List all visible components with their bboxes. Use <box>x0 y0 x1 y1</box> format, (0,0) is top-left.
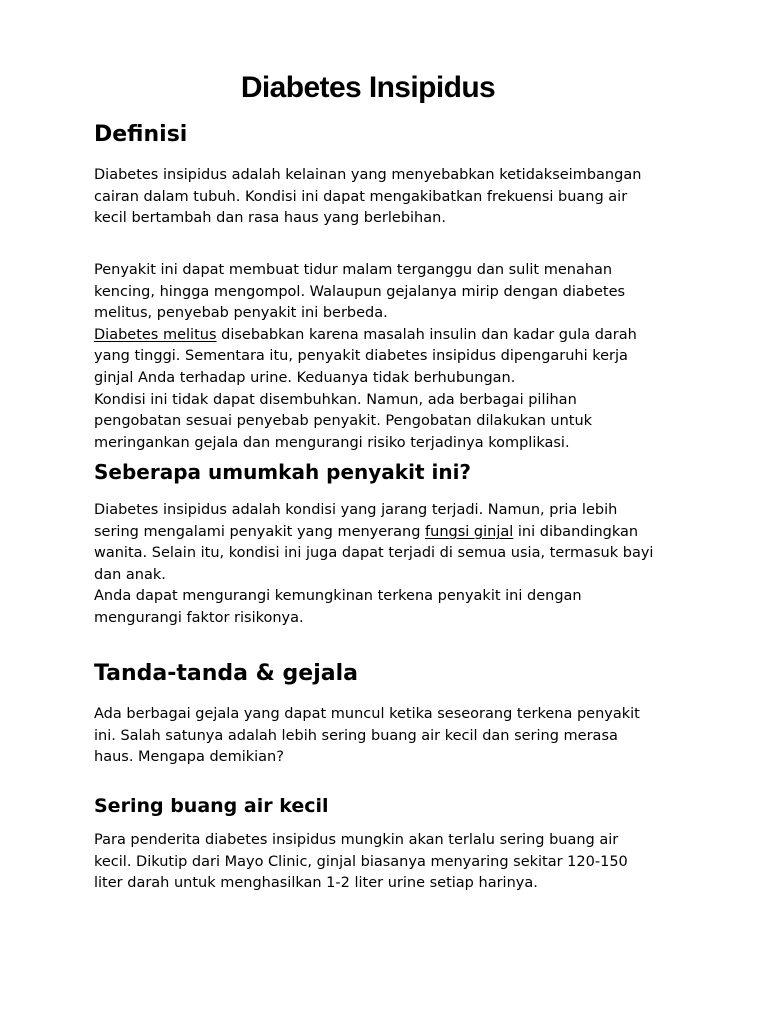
text-line: melitus, penyebab penyakit ini berbeda. <box>94 305 388 322</box>
text-line <box>94 325 694 347</box>
text-line: wanita. Selain itu, kondisi ini juga dapat terjadi di semua usia, termasuk bayi <box>94 545 654 562</box>
text-line: Penyakit ini dapat membuat tidur malam terganggu dan sulit menahan <box>94 262 613 278</box>
text-line: kecil. Dikutip dari Mayo Clinic, ginjal biasanya menyaring sekitar 120-150 <box>94 853 628 870</box>
text-line: kencing, hingga mengompol. Walaupun gejalanya mirip dengan diabetes <box>94 283 626 300</box>
text-line: ginjal Anda terhadap urine. Keduanya tidak berhubungan. <box>94 369 516 386</box>
text-line <box>94 522 694 544</box>
text-line: Para penderita diabetes insipidus mungkin akan terlalu sering buang air <box>94 832 619 848</box>
text-line: yang tinggi. Sementara itu, penyakit diabetes insipidus dipengaruhi kerja <box>94 348 628 365</box>
text-line: Diabetes insipidus adalah kelainan yang menyebabkan ketidakseimbangan <box>94 167 642 183</box>
text-line: kecil bertambah dan rasa haus yang berlebihan. <box>94 210 446 227</box>
heading-sering-buang-air: Sering buang air kecil <box>94 795 329 817</box>
text-line: Diabetes insipidus adalah kondisi yang jarang terjadi. Namun, pria lebih <box>94 502 618 518</box>
text-line: pengobatan sesuai penyebab penyakit. Pengobatan dilakukan untuk <box>94 413 593 430</box>
heading-tanda-gejala: Tanda-tanda & gejala <box>94 661 358 686</box>
heading-seberapa-umum: Seberapa umumkah penyakit ini? <box>94 460 472 484</box>
text-segment: sering mengalami penyakit yang menyerang <box>94 523 426 540</box>
text-line: liter darah untuk menghasilkan 1-2 liter urine setiap harinya. <box>94 875 538 892</box>
text-line: cairan dalam tubuh. Kondisi ini dapat mengakibatkan frekuensi buang air <box>94 188 628 205</box>
text-line: mengurangi faktor risikonya. <box>94 609 304 626</box>
text-line: Ada berbagai gejala yang dapat muncul ketika seseorang terkena penyakit <box>94 706 640 722</box>
text-line: meringankan gejala dan mengurangi risiko terjadinya komplikasi. <box>94 434 570 451</box>
text-line: Kondisi ini tidak dapat disembuhkan. Namun, ada berbagai pilihan <box>94 391 577 408</box>
text-segment: ini dibandingkan <box>513 523 639 540</box>
paragraph-tanda-gejala <box>94 704 694 769</box>
text-line: dan anak. <box>94 566 166 583</box>
paragraph-definisi-2 <box>94 260 694 454</box>
paragraph-seberapa-umum <box>94 500 694 630</box>
text-line: Anda dapat mengurangi kemungkinan terkena penyakit ini dengan <box>94 588 582 605</box>
text-segment: disebabkan karena masalah insulin dan kadar gula darah <box>216 326 637 343</box>
link-fungsi-ginjal[interactable]: fungsi ginjal <box>425 523 514 540</box>
paragraph-sering-buang-air <box>94 830 694 895</box>
heading-definisi: Definisi <box>94 122 188 147</box>
text-line: haus. Mengapa demikian? <box>94 749 284 766</box>
link-diabetes-melitus[interactable]: Diabetes melitus <box>94 326 217 343</box>
document-title: Diabetes Insipidus <box>240 71 496 104</box>
text-line: ini. Salah satunya adalah lebih sering buang air kecil dan sering merasa <box>94 727 618 744</box>
paragraph-definisi-1 <box>94 165 694 230</box>
